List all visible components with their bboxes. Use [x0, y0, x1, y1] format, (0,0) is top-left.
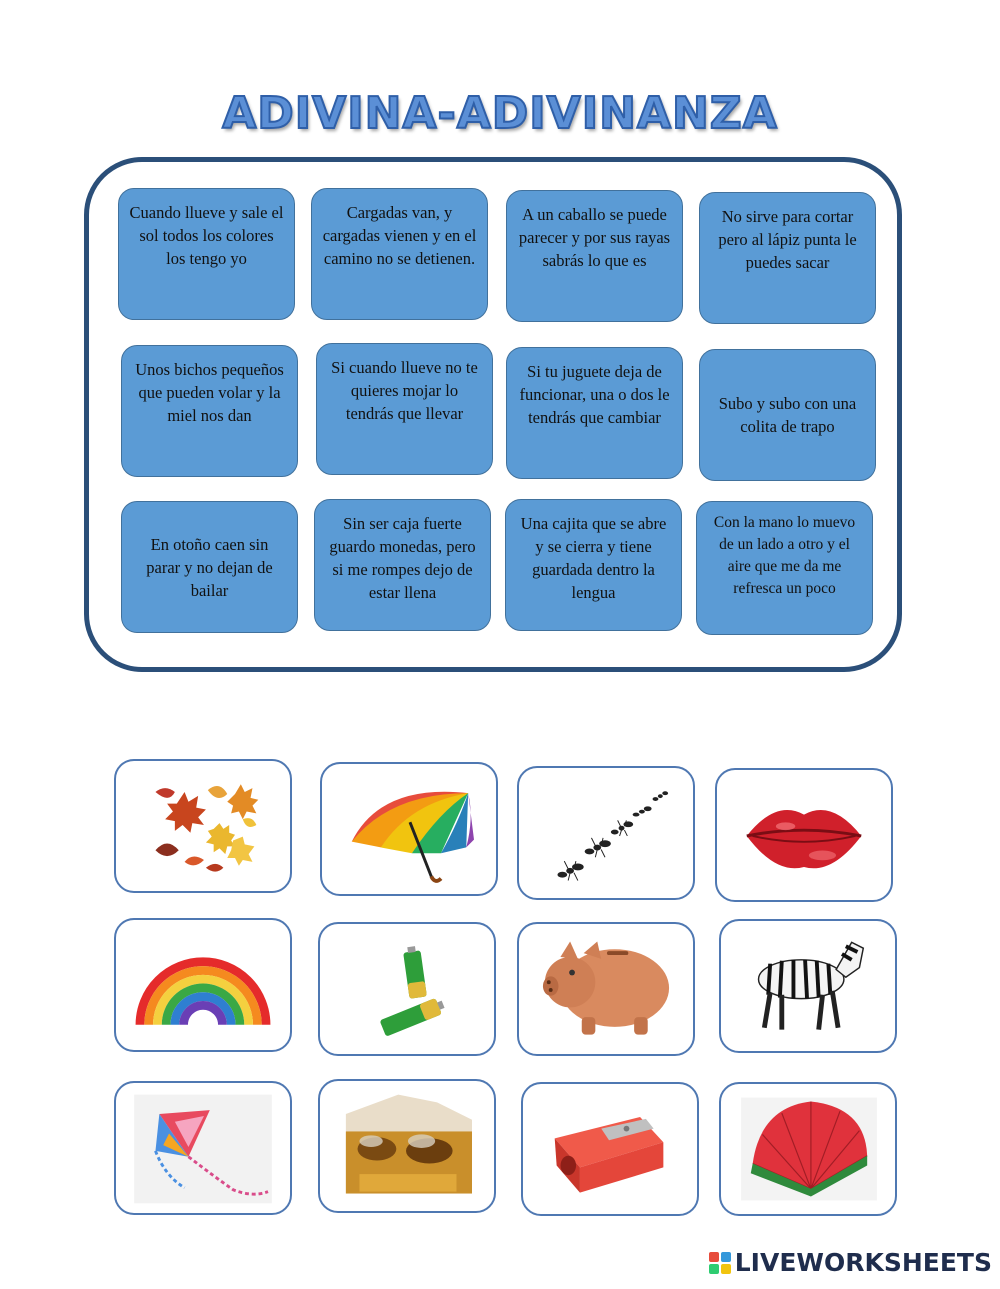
picture-card-fan[interactable] — [719, 1082, 897, 1216]
picture-card-ants[interactable] — [517, 766, 695, 900]
brand-text: LIVEWORKSHEETS — [734, 1248, 992, 1277]
logo-icon — [709, 1252, 731, 1274]
lips-icon — [717, 770, 891, 900]
page-title: ADIVINA-ADIVINANZA — [222, 88, 778, 139]
sharpener-icon — [523, 1084, 697, 1214]
riddle-text: Subo y subo con una colita de trapo — [718, 394, 857, 436]
umbrella-icon — [322, 764, 496, 894]
kite-icon — [116, 1083, 290, 1213]
riddle-card[interactable] — [316, 343, 493, 475]
picture-card-umbrella[interactable] — [320, 762, 498, 896]
riddle-card[interactable] — [121, 345, 298, 477]
piggy-bank-icon — [519, 924, 693, 1054]
riddle-text: Unos bichos pequeños que pueden volar y la miel nos dan — [135, 360, 284, 425]
riddle-text: En otoño caen sin parar y no dejan de bailar — [146, 534, 273, 600]
riddle-card[interactable] — [314, 499, 491, 631]
riddle-card[interactable] — [311, 188, 488, 320]
picture-card-kite[interactable] — [114, 1081, 292, 1215]
picture-card-leaves[interactable] — [114, 759, 292, 893]
picture-card-bees[interactable] — [318, 1079, 496, 1213]
picture-card-rainbow[interactable] — [114, 918, 292, 1052]
riddle-text: A un caballo se puede parecer y por sus rayas sabrás lo que es — [518, 205, 671, 270]
riddle-text: Si cuando llueve no te quieres mojar lo tendrás que llevar — [331, 358, 478, 423]
liveworksheets-logo — [709, 1248, 992, 1277]
riddle-card[interactable] — [506, 347, 683, 479]
riddle-card[interactable] — [699, 192, 876, 324]
fan-icon — [721, 1084, 895, 1214]
ants-icon — [519, 768, 693, 898]
zebra-icon — [721, 921, 895, 1051]
picture-card-sharpener[interactable] — [521, 1082, 699, 1216]
riddle-card[interactable] — [506, 190, 683, 322]
riddle-text: Sin ser caja fuerte guardo monedas, pero si me rompes dejo de estar llena — [329, 514, 476, 602]
riddle-text: Una cajita que se abre y se cierra y tiene guardada dentro la lengua — [520, 514, 667, 602]
leaves-icon — [116, 761, 290, 891]
riddle-card[interactable] — [696, 501, 873, 635]
bees-icon — [320, 1081, 494, 1211]
picture-card-zebra[interactable] — [719, 919, 897, 1053]
riddle-text: Con la mano lo muevo de un lado a otro y el aire que me da me refresca un poco — [713, 514, 856, 597]
riddle-card[interactable] — [505, 499, 682, 631]
picture-card-lips[interactable] — [715, 768, 893, 902]
riddle-card[interactable] — [118, 188, 295, 320]
riddle-text: Si tu juguete deja de funcionar, una o dos le tendrás que cambiar — [519, 362, 670, 427]
riddle-text: Cuando llueve y sale el sol todos los colores los tengo yo — [129, 203, 284, 268]
batteries-icon — [320, 924, 494, 1054]
riddle-text: No sirve para cortar pero al lápiz punta le puedes sacar — [718, 207, 857, 272]
rainbow-icon — [116, 920, 290, 1050]
riddle-card[interactable] — [121, 501, 298, 633]
riddle-card[interactable] — [699, 349, 876, 481]
riddle-text: Cargadas van, y cargadas vienen y en el camino no se detienen. — [322, 203, 477, 268]
picture-card-batteries[interactable] — [318, 922, 496, 1056]
picture-card-piggy-bank[interactable] — [517, 922, 695, 1056]
